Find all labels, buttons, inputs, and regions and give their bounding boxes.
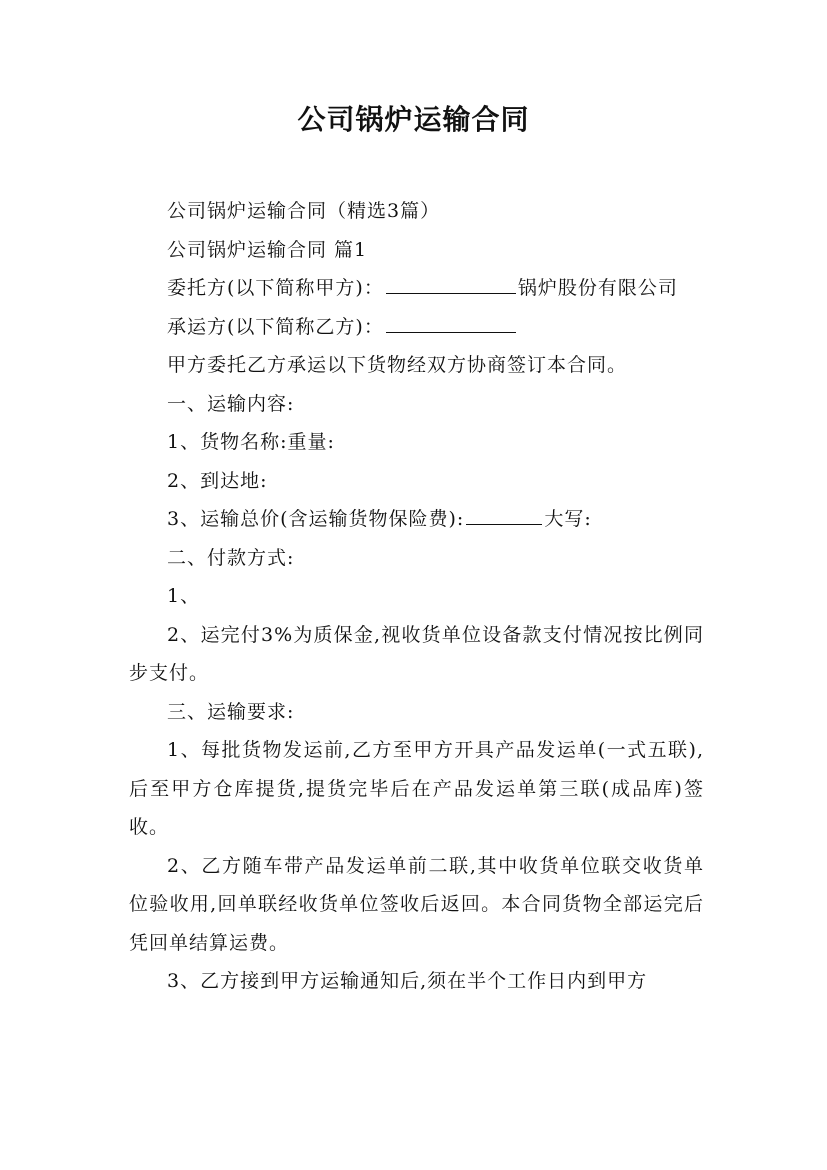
document-title: 公司锅炉运输合同 <box>297 103 530 136</box>
consignor-blank <box>386 275 516 294</box>
price-label: 3、运输总价(含运输货物保险费): <box>167 508 465 530</box>
consignor-label: 委托方(以下简称甲方)： <box>167 277 384 299</box>
paragraph-requirement-1: 1、每批货物发运前,乙方至甲方开具产品发运单(一式五联),后至甲方仓库提货,提货完毕后在产品发运单第三联(成品库)签收。 <box>129 739 704 838</box>
document-body <box>129 192 704 1001</box>
paragraph-subtitle: 公司锅炉运输合同（精选3篇） <box>167 200 441 222</box>
price-uppercase-label: 大写: <box>544 508 592 530</box>
paragraph-item-goods: 1、货物名称:重量: <box>167 431 335 453</box>
consignor-company: 锅炉股份有限公司 <box>517 277 678 299</box>
paragraph-intro: 甲方委托乙方承运以下货物经双方协商签订本合同。 <box>167 354 628 376</box>
paragraph-item-price <box>129 500 704 539</box>
paragraph-requirement-2: 2、乙方随车带产品发运单前二联,其中收货单位联交收货单位验收用,回单联经收货单位签收后返回。本合同货物全部运完后凭回单结算运费。 <box>129 854 704 954</box>
paragraph-consignor <box>129 269 704 308</box>
paragraph-heading-requirements: 三、运输要求: <box>167 700 295 723</box>
paragraph-carrier <box>129 308 704 347</box>
paragraph-payment-1: 1、 <box>167 585 201 607</box>
paragraph-payment-2: 2、运完付3%为质保金,视收货单位设备款支付情况按比例同步支付。 <box>129 623 704 684</box>
paragraph-heading-payment: 二、付款方式: <box>167 546 295 569</box>
paragraph-section-heading: 公司锅炉运输合同 篇1 <box>167 238 368 261</box>
paragraph-item-destination: 2、到达地: <box>167 469 268 492</box>
price-blank <box>466 506 542 525</box>
paragraph-heading-content: 一、运输内容: <box>167 392 295 415</box>
paragraph-requirement-3: 3、乙方接到甲方运输通知后,须在半个工作日内到甲方 <box>167 970 648 992</box>
carrier-label: 承运方(以下简称乙方)： <box>167 315 384 338</box>
carrier-blank <box>386 314 516 333</box>
